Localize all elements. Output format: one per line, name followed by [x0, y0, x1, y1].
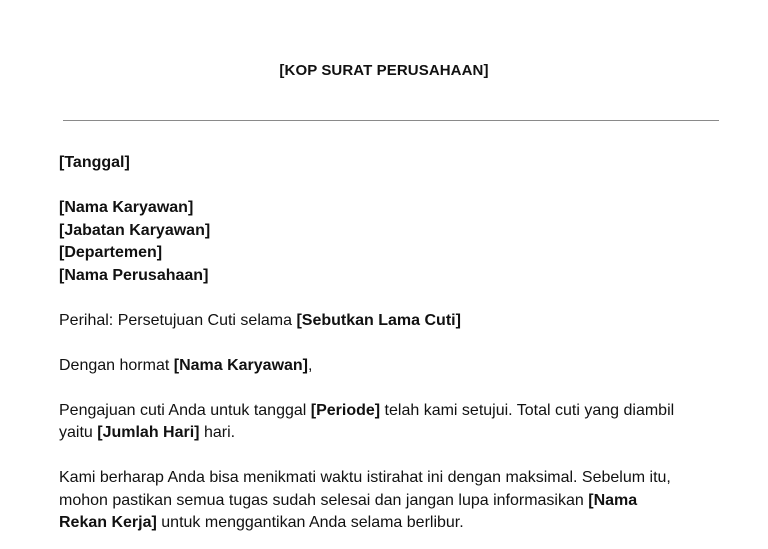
text-segment: mohon pastikan semua tugas sudah selesai dan jangan lupa informasikan [59, 491, 589, 509]
recipient-department: [Departemen] [59, 244, 163, 261]
spacer [59, 332, 729, 355]
spacer [59, 377, 729, 400]
paragraph-line [59, 490, 729, 513]
greeting-prefix: Dengan hormat [59, 356, 174, 374]
greeting-name: [Nama Karyawan] [173, 356, 309, 374]
letter-body [59, 152, 729, 535]
text-segment: hari. [199, 424, 236, 441]
text-segment: telah kami setujui. Total cuti yang diambil [380, 401, 675, 419]
letterhead-title: [KOP SURAT PERUSAHAAN] [279, 62, 489, 79]
paragraph-wishes [59, 467, 729, 535]
days-placeholder: [Jumlah Hari] [97, 424, 200, 441]
paragraph-line [59, 512, 729, 535]
subject-placeholder: [Sebutkan Lama Cuti] [296, 311, 461, 329]
paragraph-line [59, 422, 729, 445]
recipient-position: [Jabatan Karyawan] [59, 221, 211, 239]
period-placeholder: [Periode] [310, 401, 381, 419]
paragraph-approval [59, 400, 729, 445]
greeting-line [59, 355, 729, 378]
spacer [59, 175, 729, 198]
text-segment: untuk menggantikan Anda selama berlibur. [156, 514, 464, 531]
text-segment: Pengajuan cuti Anda untuk tanggal [59, 401, 311, 419]
header-divider [63, 120, 719, 121]
subject-prefix: Perihal: Persetujuan Cuti selama [59, 311, 297, 329]
recipient-company: [Nama Perusahaan] [59, 266, 209, 284]
coworker-placeholder-part1: [Nama [588, 491, 638, 509]
subject-line [59, 310, 729, 333]
recipient-name: [Nama Karyawan] [59, 199, 194, 216]
recipient-block [59, 197, 729, 287]
date-placeholder: [Tanggal] [59, 154, 130, 171]
spacer [59, 287, 729, 310]
paragraph-line: Kami berharap Anda bisa menikmati waktu istirahat ini dengan maksimal. Sebelum itu, [59, 469, 671, 486]
coworker-placeholder-part2: Rekan Kerja] [59, 514, 157, 531]
text-segment: yaitu [59, 424, 98, 441]
greeting-suffix: , [308, 356, 313, 374]
paragraph-line [59, 400, 729, 423]
spacer [59, 445, 729, 468]
